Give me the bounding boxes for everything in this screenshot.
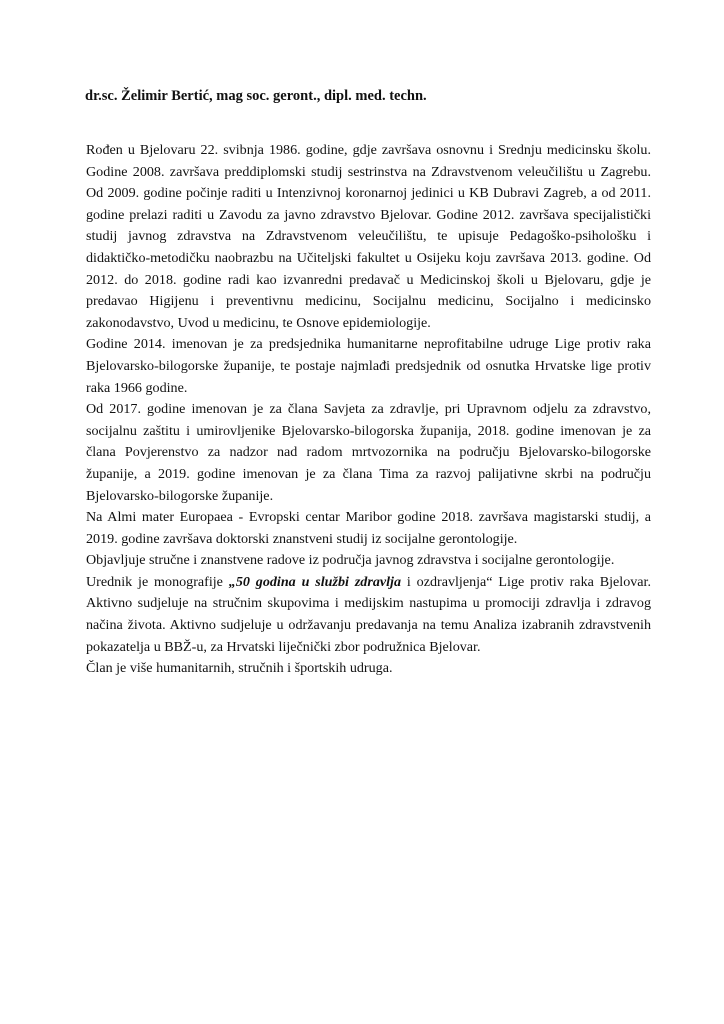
paragraph-education: Na Almi mater Europaea - Evropski centar Maribor godine 2018. završava magistarski studij, a 2019. godine završava doktorski znanstveni studij iz socijalne gerontologije. xyxy=(86,509,651,547)
paragraph-editor xyxy=(86,572,651,658)
monograph-title: „50 godina u službi zdravlja xyxy=(228,573,402,590)
paragraph-appointments: Od 2017. godine imenovan je za člana Savjeta za zdravlje, pri Upravnom odjelu za zdravstvo, socijalnu zaštitu i umirovljenike Bjelovarsko-bilogorska županija, 2018. godine imenovan je za člana Povjerenstvo za nadzor nad radom mrtvozornika na području Bjelovarsko-bilogorske županije, a 2019. godine imenovan je za člana Tima za razvoj palijativne skrbi na području Bjelovarsko-bilogorske županije. xyxy=(86,401,651,504)
paragraph-membership: Član je više humanitarnih, stručnih i športskih udruga. xyxy=(86,660,393,677)
editor-text-rest: i ozdravljenja“ Lige protiv raka Bjelovar. Aktivno sudjeluje na stručnim skupovima i medijskim nastupima u promociji zdravlja i zdravog načina života. Aktivno sudjeluje u održavanju predavanja na temu Analiza izabranih zdravstvenih pokazatelja u BBŽ-u, za Hrvatski liječnički zbor podružnica Bjelovar. xyxy=(86,573,651,655)
paragraph-biography: Rođen u Bjelovaru 22. svibnja 1986. godine, gdje završava osnovnu i Srednju medicinsku školu. Godine 2008. završava preddiplomski studij sestrinstva na Zdravstvenom veleučilištu u Zagrebu. Od 2009. godine počinje raditi u Intenzivnoj koronarnoj jedinici u KB Dubravi Zagreb, a od 2011. godine prelazi raditi u Zavodu za javno zdravstvo Bjelovar. Godine 2012. završava specijalistički studij javnog zdravstva na Zdravstvenom veleučilištu, te upisuje Pedagoško-psihološku i didaktičko-metodičku naobrazbu na Učiteljski fakultet u Osijeku koju završava 2013. godine. Od 2012. do 2018. godine radi kao izvanredni predavač u Medicinskoj školi u Bjelovaru, gdje je predavao Higijenu i preventivnu medicinu, Socijalnu medicinu, Socijalno i medicinsko zakonodavstvo, Uvod u medicinu, te Osnove epidemiologije. xyxy=(86,142,651,331)
paragraph-league-president: Godine 2014. imenovan je za predsjednika humanitarne neprofitabilne udruge Lige protiv raka Bjelovarsko-bilogorske županije, te postaje najmlađi predsjednik od osnutka Hrvatske lige protiv raka 1966 godine. xyxy=(86,336,651,396)
editor-text-start: Urednik je monografije xyxy=(86,573,229,590)
document-title: dr.sc. Želimir Bertić, mag soc. geront., dipl. med. techn. xyxy=(85,88,427,104)
paragraph-publications: Objavljuje stručne i znanstvene radove iz područja javnog zdravstva i socijalne gerontologije. xyxy=(86,552,615,569)
document-body xyxy=(86,140,651,680)
